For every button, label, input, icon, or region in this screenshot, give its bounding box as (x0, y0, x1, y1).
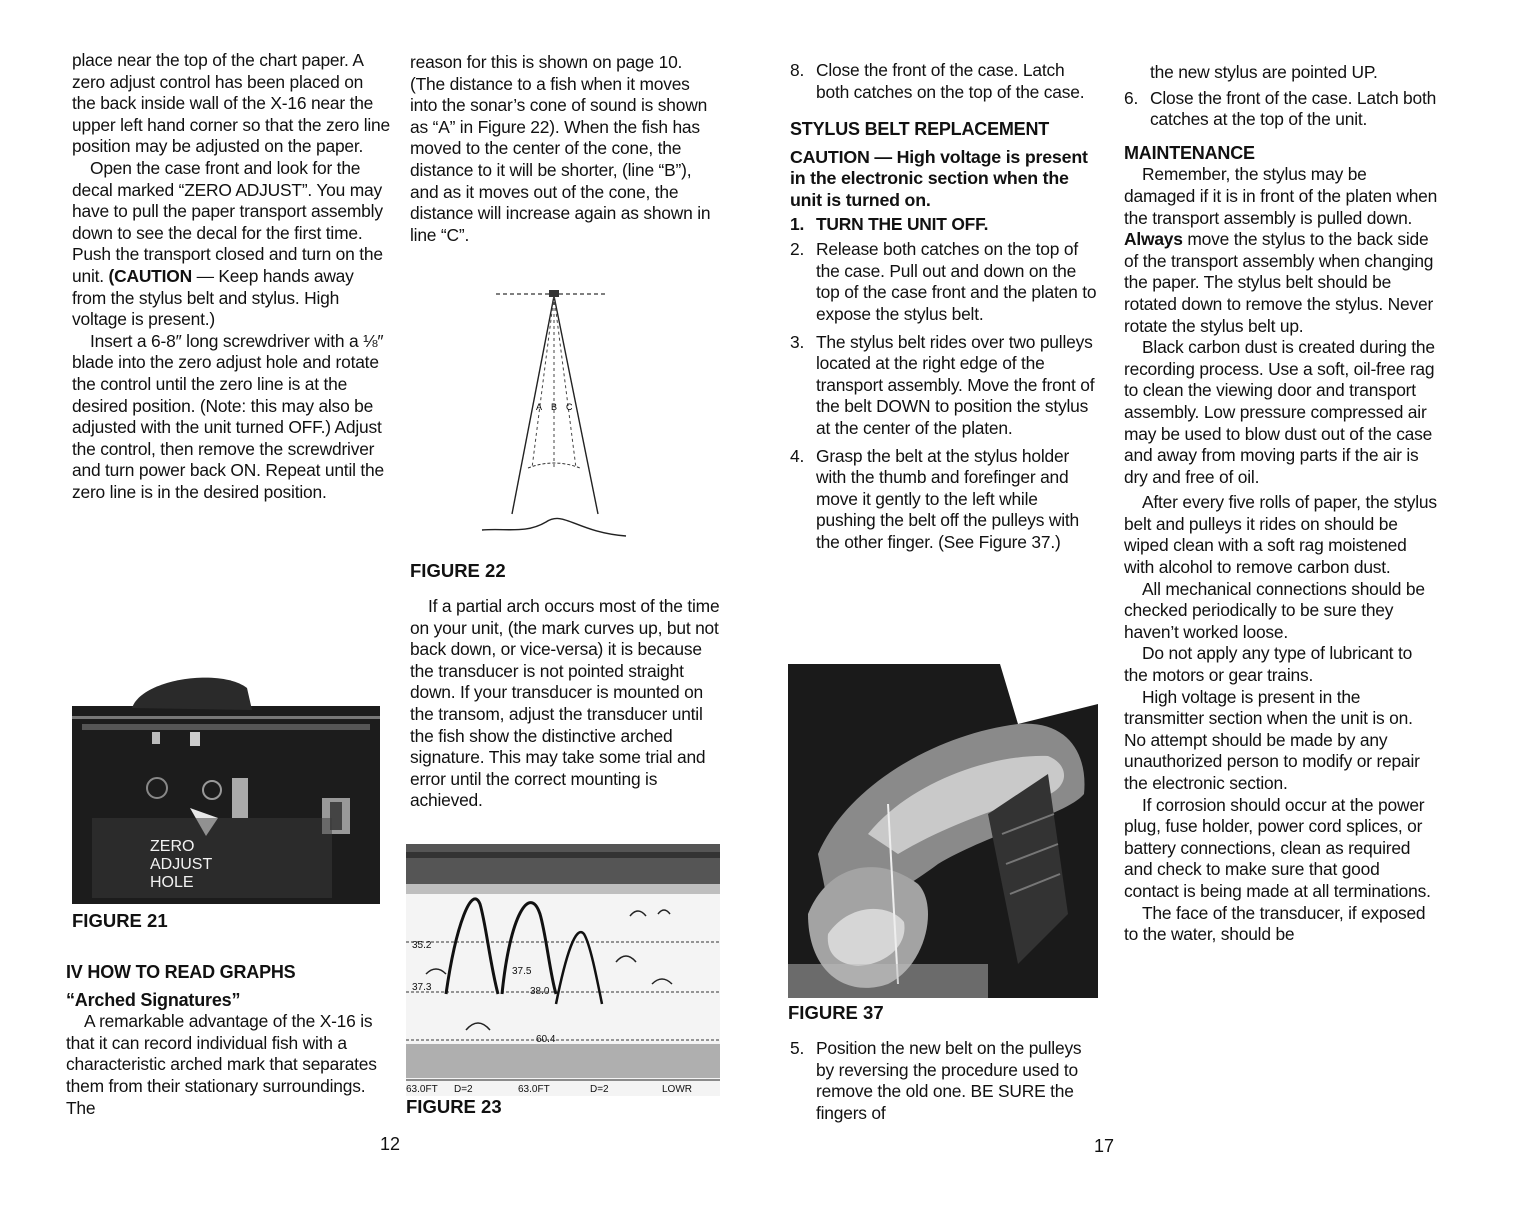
text: — Keep hands away from the stylus belt and stylus. High voltage is present.) (72, 265, 354, 330)
depth-mark: 60.4 (536, 1034, 556, 1045)
paragraph: After every five rolls of paper, the stylus belt and pulleys it rides on should be wiped clean with a soft rag moistened with alcohol to remove carbon dust. (1124, 492, 1437, 578)
page17-column3-lower (790, 1038, 1100, 1124)
item-number: 3. (790, 331, 805, 352)
depth-mark: 37.5 (512, 966, 532, 977)
figure21-image (72, 668, 380, 904)
paragraph (1124, 164, 1438, 337)
line-c-label: C (566, 402, 573, 412)
item-number: 6. (1124, 87, 1139, 108)
sub-heading: “Arched Signatures” (66, 989, 241, 1010)
item-text: Close the front of the case. Latch both catches at the top of the unit. (1150, 87, 1437, 130)
paragraph: High voltage is present in the transmitter section when the unit is on. No attempt should be made by any unauthorized person to modify or repair the electronic section. (1124, 686, 1420, 793)
list-item (790, 1038, 1100, 1124)
list-item (790, 239, 1100, 325)
figure23-recording (406, 844, 720, 1096)
figure23-caption: FIGURE 23 (406, 1096, 502, 1117)
item-number: 1. (790, 213, 805, 234)
bold-text: Always (1124, 229, 1183, 250)
figure22-diagram (476, 282, 636, 544)
page-number-12: 12 (380, 1134, 401, 1154)
paragraph: reason for this is shown on page 10. (The distance to a fish when it moves into the sonar’s cone of sound is shown as “A” in Figure 22). When the fish has moved to the center of the cone, the distance to it will be shorter, (line “B”), and as it moves out of the cone, the distance will increase again as shown in line “C”. (410, 52, 711, 245)
label-line: ADJUST (150, 856, 213, 873)
paragraph: place near the top of the chart paper. A zero adjust control has been placed on the back inside wall of the X-16 near the upper left hand corner so that the zero line position may be adjusted on the paper. (72, 50, 390, 157)
page12-column1 (72, 50, 390, 503)
label-line: ZERO (150, 838, 195, 855)
list-item (790, 60, 1100, 103)
item-text: Grasp the belt at the stylus holder with the thumb and forefinger and move it gently to the left while pushing the belt off the pulleys with the other finger. (See Figure 37.) (816, 445, 1079, 552)
item-text: Release both catches on the top of the case. Pull out and down on the top of the case front and the platen to expose the stylus belt. (816, 239, 1097, 324)
item-number: 2. (790, 239, 805, 260)
paragraph: A remarkable advantage of the X-16 is that it can record individual fish with a characteristic arched mark that separates them from their stationary surroundings. The (66, 1011, 377, 1118)
line-a-label: A (536, 402, 543, 412)
line-b-label: B (551, 402, 558, 412)
bold-text: (CAUTION (108, 265, 192, 286)
numbered-list (1124, 88, 1438, 131)
label-line: HOLE (150, 874, 194, 891)
item-text: Close the front of the case. Latch both catches on the top of the case. (816, 60, 1085, 102)
figure37-caption: FIGURE 37 (788, 1002, 884, 1023)
paragraph: Insert a 6-8″ long screwdriver with a ⅛″ blade into the zero adjust hole and rotate the control until the zero line is at the desired position. (Note: this may also be adjusted with the unit turned OFF.) Adjust the control, then remove the screwdriver and turn power back ON. Repeat until the zero line is in the desired position. (72, 330, 384, 502)
page17-column3 (790, 60, 1100, 553)
bottom-readout: D=2 (454, 1084, 473, 1095)
item-number: 4. (790, 445, 805, 466)
figure37-image (788, 664, 1098, 998)
page12-column1-lower (66, 962, 388, 1119)
depth-mark: 38.0 (530, 986, 550, 997)
figure37-photo (788, 664, 1098, 998)
page-number-17: 17 (1094, 1136, 1115, 1156)
depth-mark: 35.2 (412, 940, 432, 951)
zero-adjust-hole-label (150, 838, 212, 892)
paragraph: Black carbon dust is created during the recording process. Use a soft, oil-free rag to clean the viewing door and transport assembly. Low pressure compressed air may be used to blow dust out of the case and away from moving parts if the air is dry and free of oil. (1124, 337, 1435, 487)
paragraph (72, 158, 390, 331)
numbered-list-bottom (790, 1038, 1100, 1124)
bottom-readout: 63.0FT (518, 1084, 550, 1095)
text: Remember, the stylus may be damaged if it is in front of the platen when the transport assembly is pulled down. (1124, 164, 1438, 228)
figure22-caption: FIGURE 22 (410, 560, 506, 581)
item-text: TURN THE UNIT OFF. (816, 213, 989, 234)
item-text: The stylus belt rides over two pulleys located at the right edge of the transport assembly. Move the front of the belt DOWN to position the stylus at the center of the platen. (816, 331, 1095, 438)
section-heading: STYLUS BELT REPLACEMENT (790, 119, 1050, 140)
section-heading: IV HOW TO READ GRAPHS (66, 962, 296, 982)
item-text: Position the new belt on the pulleys by reversing the procedure used to remove the old one. BE SURE the fingers of (816, 1038, 1082, 1123)
paragraph: The face of the transducer, if exposed to the water, should be (1124, 902, 1426, 945)
list-item (790, 214, 1100, 236)
bottom-readout: D=2 (590, 1084, 609, 1095)
list-item (1124, 88, 1438, 131)
paragraph: the new stylus are pointed UP. (1150, 62, 1378, 82)
paragraph: If a partial arch occurs most of the time on your unit, (the mark curves up, but not back down, or vice-versa) it is because the transducer is not pointed straight down. If your transducer is mounted on the transom, adjust the transducer until the fish show the distinctive arched signature. This may take some trial and error until the correct mounting is achieved. (410, 596, 720, 811)
text: Open the case front and look for the decal marked “ZERO ADJUST”. You may have to pull the paper transport assembly down to see the decal for the first time. Push the transport closed and turn on the unit. (72, 157, 383, 286)
page12-column2-lower (410, 596, 722, 812)
bottom-readout: 63.0FT (406, 1084, 438, 1095)
bottom-readout: LOWR (662, 1084, 692, 1095)
paragraph: If corrosion should occur at the power plug, fuse holder, power cord splices, or battery connections, clean as required and check to make sure that good contact is being made at all terminations. (1124, 794, 1431, 901)
caution-text: CAUTION — High voltage is present in the electronic section when the unit is turned on. (790, 146, 1088, 210)
figure21-caption: FIGURE 21 (72, 910, 168, 931)
list-item (790, 446, 1100, 554)
numbered-list-top (790, 60, 1100, 103)
paragraph: Do not apply any type of lubricant to the motors or gear trains. (1124, 643, 1413, 686)
figure21-photo (72, 668, 380, 904)
page17-column4 (1124, 62, 1438, 946)
text: move the stylus to the back side of the transport assembly when changing the paper. The stylus belt should be rotated down to remove the stylus. Never rotate the stylus belt up. (1124, 229, 1434, 336)
paragraph: All mechanical connections should be checked periodically to be sure they haven’t worked loose. (1124, 578, 1425, 642)
numbered-list (790, 214, 1100, 554)
depth-mark: 37.3 (412, 982, 432, 993)
item-number: 8. (790, 60, 805, 80)
page12-column2 (410, 52, 720, 246)
list-item (790, 332, 1100, 440)
item-number: 5. (790, 1038, 805, 1058)
section-heading: MAINTENANCE (1124, 142, 1255, 163)
